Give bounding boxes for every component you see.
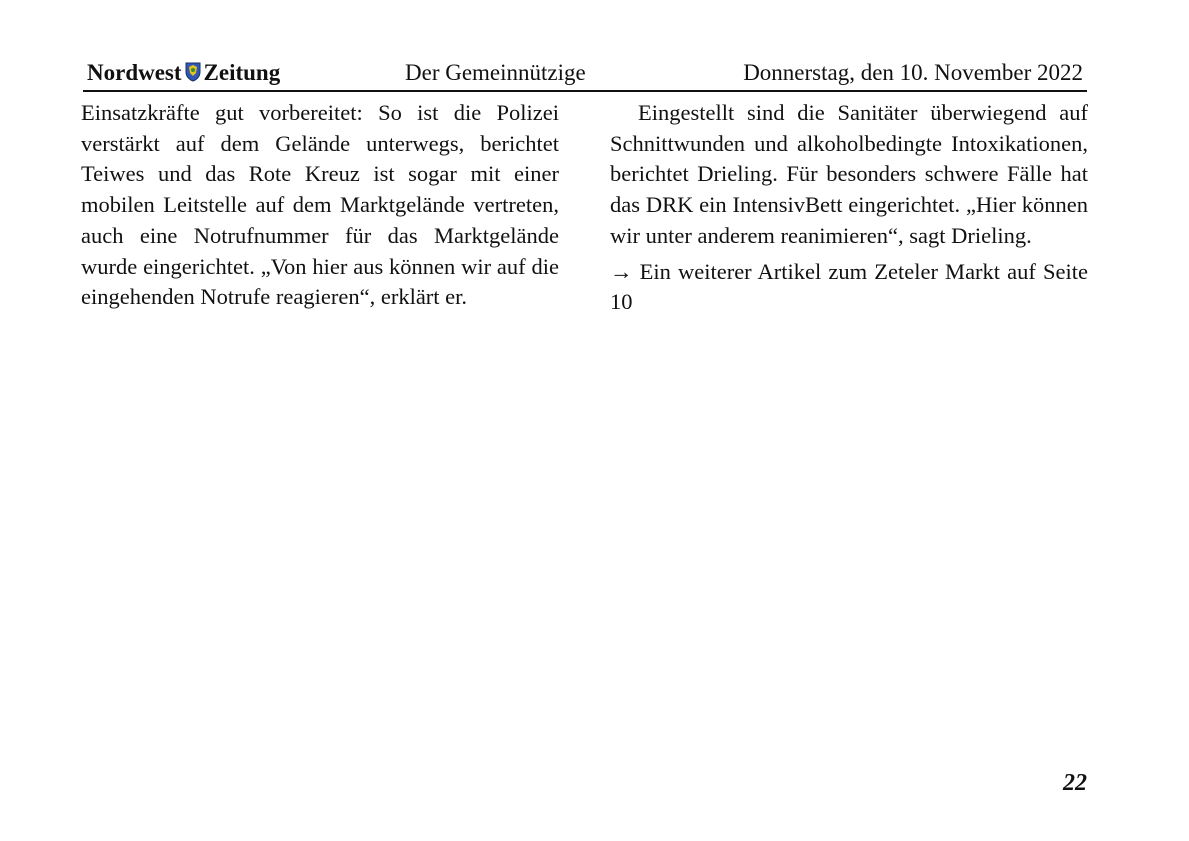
masthead-name-part1: Nordwest: [87, 60, 182, 85]
article-column-left: [81, 98, 559, 313]
article-paragraph: Einsatzkräfte gut vorbereitet: So ist die Polizei verstärkt auf dem Gelände unterwegs, berichtet Teiwes und das Rote Kreuz ist sogar mit einer mobilen Leitstelle auf dem Marktgelände vertreten, auch eine Notrufnummer für das Marktgelände wurde eingerichtet. „Von hier aus können wir auf die eingehenden Notrufe reagieren“, erklärt er.: [81, 100, 559, 310]
issue-date: Donnerstag, den 10. November 2022: [743, 60, 1083, 85]
coat-of-arms-icon: [185, 60, 201, 90]
masthead: [87, 58, 280, 90]
article-column-right: [610, 98, 1088, 318]
page-header: [83, 58, 1087, 92]
page-number: 22: [1063, 770, 1087, 796]
article-reference: → Ein weiterer Artikel zum Zeteler Markt auf Seite 10: [610, 258, 1088, 315]
article-paragraph: Eingestellt sind die Sanitäter überwiegend auf Schnittwunden und alkoholbedingte Intoxikationen, berichtet Drieling. Für besonders schwere Fälle hat das DRK ein IntensivBett eingerichtet. „Hier können wir unter anderem reanimieren“, sagt Drieling.: [610, 100, 1088, 248]
masthead-name-part2: Zeitung: [203, 60, 281, 85]
section-title: Der Gemeinnützige: [405, 60, 586, 85]
